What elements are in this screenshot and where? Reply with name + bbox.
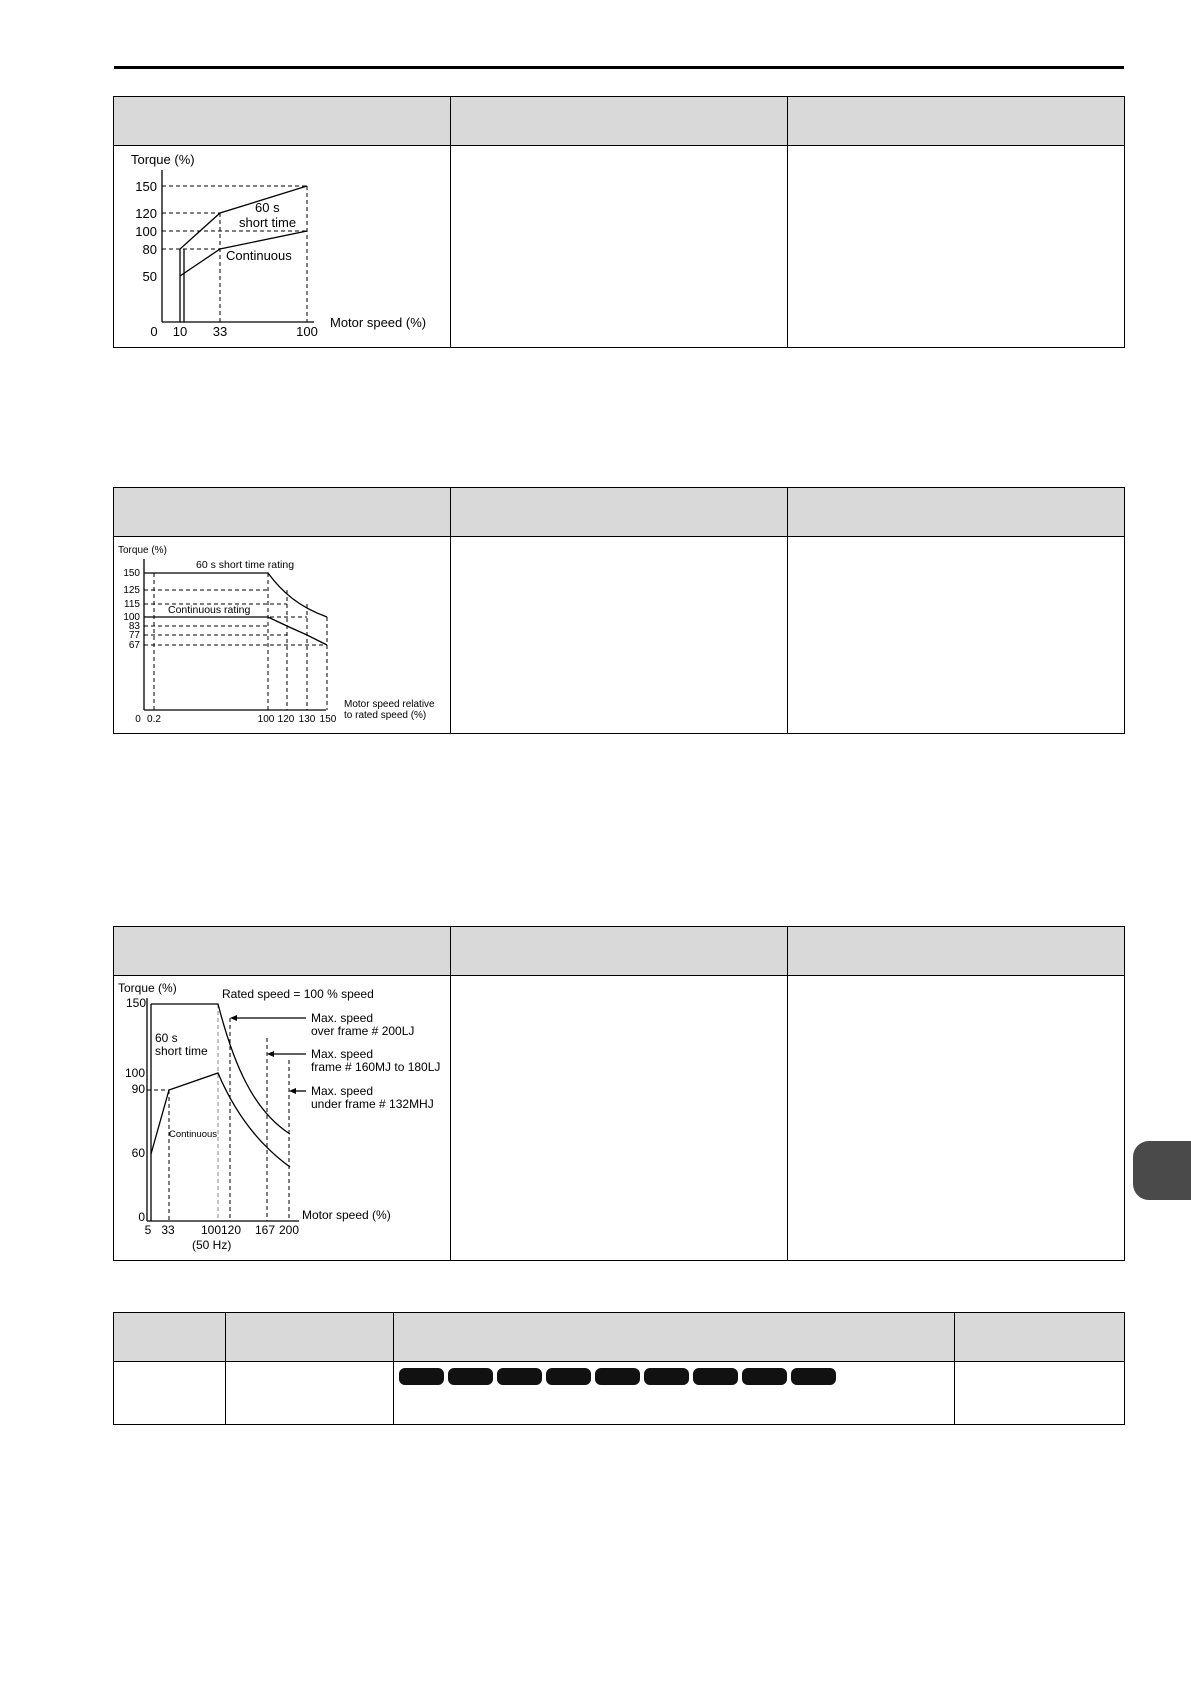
badge [595, 1368, 640, 1385]
y-tick-label: 77 [128, 630, 140, 641]
badge [497, 1368, 542, 1385]
table-4 [113, 1312, 1125, 1425]
table-header-row [114, 97, 1125, 146]
x-tick-label: 0 [135, 714, 141, 725]
badge [693, 1368, 738, 1385]
badge [791, 1368, 836, 1385]
table-row [114, 976, 1125, 1261]
header-cell [451, 927, 788, 976]
header-cell [114, 927, 451, 976]
series-line-continuous-rating [144, 617, 327, 645]
header-cell [788, 488, 1125, 537]
y-tick-label: 100 [135, 224, 157, 239]
badge [399, 1368, 444, 1385]
table-header-row [114, 488, 1125, 537]
x-tick-label: 120 [220, 1223, 242, 1237]
y-tick-label: 83 [128, 621, 140, 632]
y-tick-label: 150 [135, 179, 157, 194]
x-tick-label: 33 [161, 1223, 175, 1237]
annotation-continuous: Continuous [169, 1129, 218, 1140]
x-tick-label: 0.2 [147, 714, 161, 725]
annotation-short-time: short time [239, 215, 297, 230]
x-tick-label: 120 [277, 714, 295, 725]
header-cell [788, 97, 1125, 146]
y-tick-label: 100 [123, 612, 140, 623]
y-tick-label: 115 [124, 599, 140, 610]
y-tick-label: 80 [142, 242, 157, 257]
y-tick-label: 120 [135, 206, 157, 221]
table-cell [451, 537, 788, 734]
table-row [114, 1362, 1125, 1425]
table-row [114, 146, 1125, 348]
torque-chart-3 [114, 976, 450, 1255]
annotation-continuous: Continuous [226, 248, 292, 263]
header-cell [114, 1313, 226, 1362]
badge-row [394, 1362, 954, 1385]
annotation-max-speed-3: Max. speed [311, 1084, 374, 1098]
y-tick-label: 60 [131, 1146, 145, 1160]
table-1 [113, 96, 1125, 348]
x-axis-label-line2: to rated speed (%) [344, 710, 427, 721]
torque-chart-1 [114, 146, 450, 342]
badge [644, 1368, 689, 1385]
table-cell [226, 1362, 394, 1425]
x-tick-label: 150 [319, 714, 337, 725]
x-tick-label: 33 [212, 324, 228, 339]
badge [742, 1368, 787, 1385]
table-header-row [114, 927, 1125, 976]
y-tick-label: 0 [138, 1210, 145, 1224]
table-cell [955, 1362, 1125, 1425]
y-axis-label: Torque (%) [118, 981, 177, 995]
x-tick-label: 100 [200, 1223, 222, 1237]
annotation-frame-160mj: frame # 160MJ to 180LJ [311, 1060, 441, 1074]
badge [448, 1368, 493, 1385]
x-tick-label: 167 [254, 1223, 276, 1237]
annotation-frame-200lj: over frame # 200LJ [311, 1024, 415, 1038]
x-tick-label: 5 [144, 1223, 152, 1237]
x-tick-label: 100 [257, 714, 275, 725]
y-tick-label: 150 [123, 568, 140, 579]
table-row [114, 537, 1125, 734]
table-header-row [114, 1313, 1125, 1362]
table-cell [788, 976, 1125, 1261]
y-tick-label: 50 [142, 269, 157, 284]
table-cell [788, 537, 1125, 734]
x-axis-label: Motor speed (%) [330, 315, 427, 330]
table-cell [788, 146, 1125, 348]
annotation-short-time: short time [155, 1044, 208, 1058]
annotation-rated-speed: Rated speed = 100 % speed [222, 987, 374, 1001]
header-rule [114, 66, 1124, 69]
badge-cell [394, 1362, 955, 1425]
y-tick-label: 125 [123, 585, 140, 596]
x-tick-label: 10 [172, 324, 188, 339]
x-tick-label: 0 [150, 324, 158, 339]
y-axis-label: Torque (%) [131, 152, 195, 167]
annotation-max-speed-2: Max. speed [311, 1047, 374, 1061]
x-sublabel: (50 Hz) [192, 1238, 232, 1252]
x-tick-label: 130 [298, 714, 316, 725]
annotation-max-speed-1: Max. speed [311, 1011, 374, 1025]
table-cell [451, 976, 788, 1261]
chart-cell [114, 537, 451, 734]
header-cell [451, 488, 788, 537]
annotation-continuous-rating: Continuous rating [168, 604, 251, 616]
header-cell [114, 488, 451, 537]
x-axis-label: Motor speed (%) [302, 1208, 391, 1222]
chapter-tab[interactable] [1133, 1141, 1191, 1200]
series-line-short-time [151, 1004, 290, 1134]
annotation-frame-132mhj: under frame # 132MHJ [311, 1097, 434, 1111]
table-3 [113, 926, 1125, 1261]
chart-cell [114, 146, 451, 348]
annotation-short-time-rating: 60 s short time rating [196, 559, 295, 571]
header-cell [394, 1313, 955, 1362]
badge [546, 1368, 591, 1385]
x-tick-label: 200 [278, 1223, 300, 1237]
y-tick-label: 100 [124, 1066, 145, 1080]
header-cell [226, 1313, 394, 1362]
annotation-60s: 60 s [155, 1031, 178, 1045]
y-axis-label: Torque (%) [118, 545, 167, 556]
header-cell [788, 927, 1125, 976]
x-axis-label-line1: Motor speed relative [344, 699, 435, 710]
table-2 [113, 487, 1125, 734]
y-tick-label: 67 [128, 640, 140, 651]
torque-chart-2 [114, 537, 450, 728]
y-tick-label: 150 [125, 996, 146, 1010]
header-cell [955, 1313, 1125, 1362]
y-tick-label: 90 [131, 1082, 145, 1096]
x-tick-label: 100 [296, 324, 318, 339]
table-cell [114, 1362, 226, 1425]
chart-cell [114, 976, 451, 1261]
header-cell [451, 97, 788, 146]
series-line-continuous [151, 1073, 290, 1167]
table-cell [451, 146, 788, 348]
annotation-60s: 60 s [255, 200, 280, 215]
header-cell [114, 97, 451, 146]
